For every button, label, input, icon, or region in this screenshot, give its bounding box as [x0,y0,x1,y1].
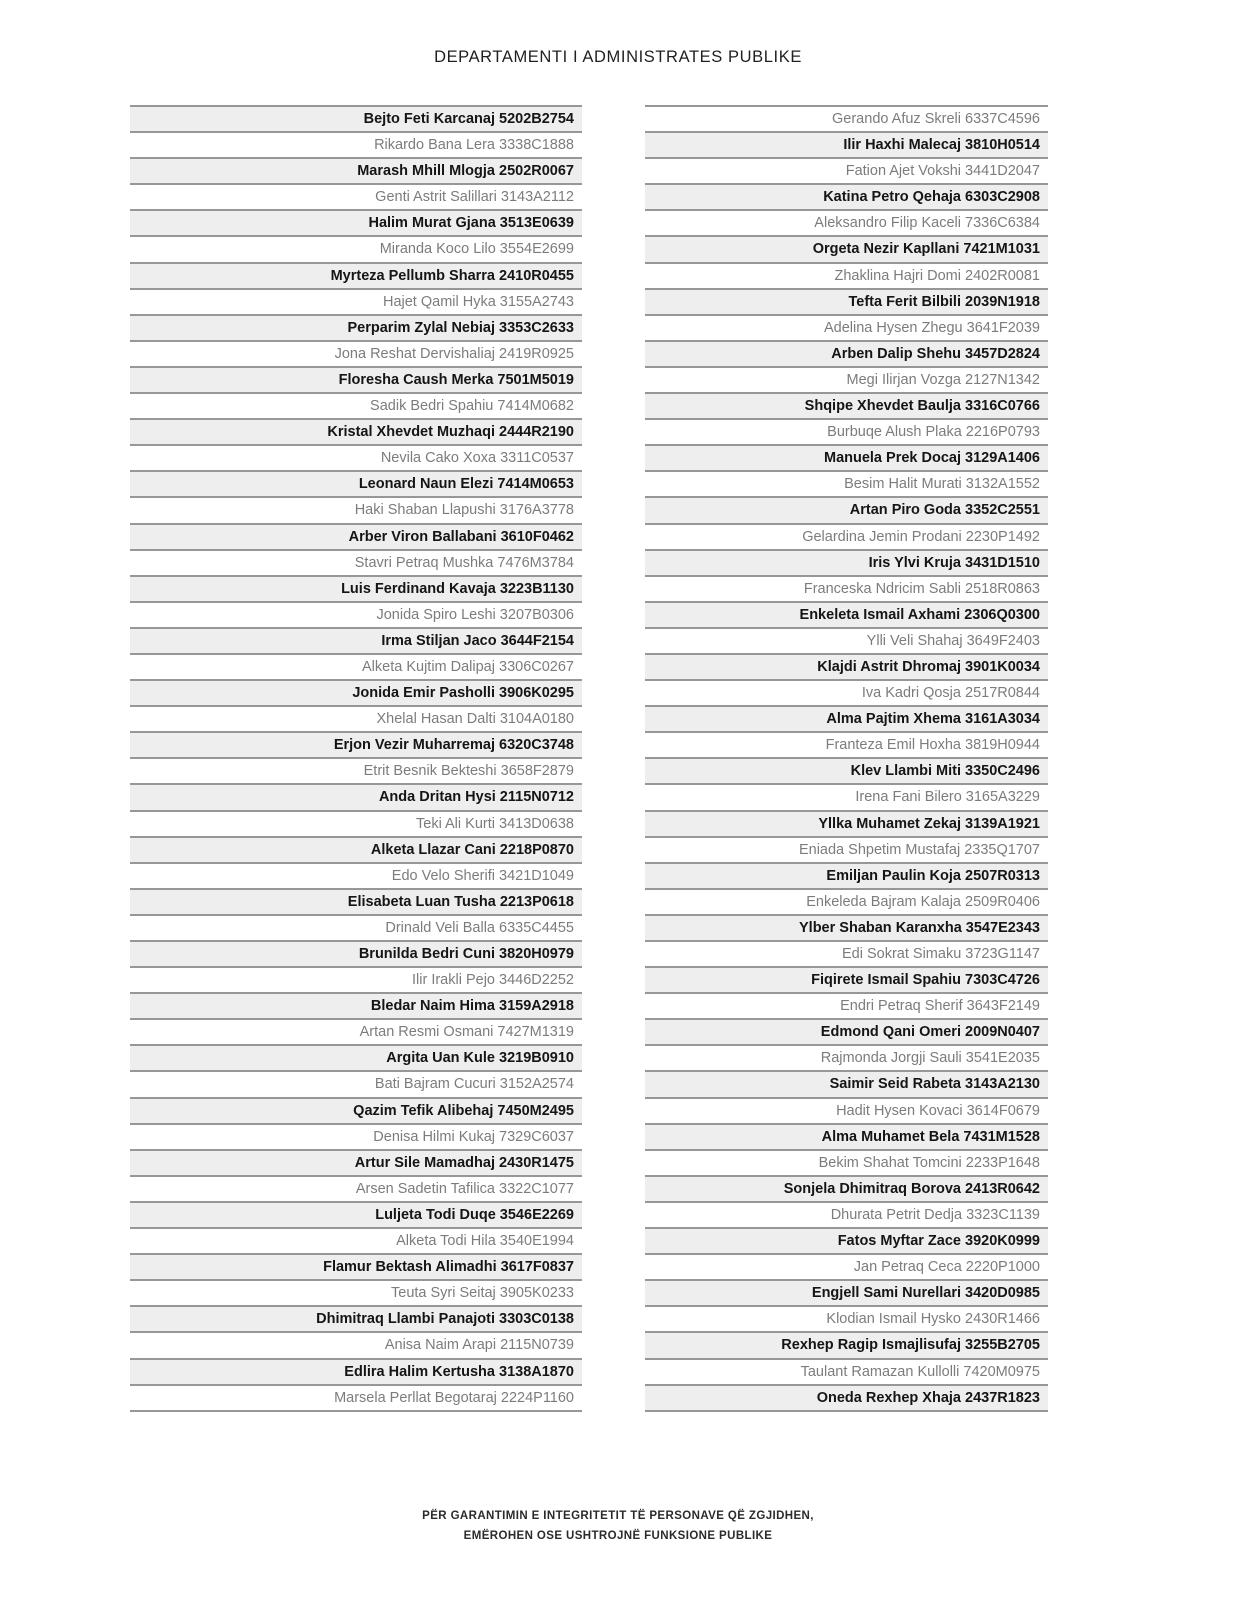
list-item: Brunilda Bedri Cuni 3820H0979 [130,940,582,966]
list-item: Anda Dritan Hysi 2115N0712 [130,783,582,809]
list-item: Edlira Halim Kertusha 3138A1870 [130,1358,582,1384]
list-item: Emiljan Paulin Koja 2507R0313 [645,862,1048,888]
list-item: Jonida Emir Pasholli 3906K0295 [130,679,582,705]
list-item: Teki Ali Kurti 3413D0638 [130,810,582,836]
list-item: Alma Muhamet Bela 7431M1528 [645,1123,1048,1149]
list-item: Alketa Kujtim Dalipaj 3306C0267 [130,653,582,679]
list-item: Marsela Perllat Begotaraj 2224P1160 [130,1384,582,1410]
list-item: Fiqirete Ismail Spahiu 7303C4726 [645,966,1048,992]
list-item: Sonjela Dhimitraq Borova 2413R0642 [645,1175,1048,1201]
footer-line-1: PËR GARANTIMIN E INTEGRITETIT TË PERSONAVE QË ZGJIDHEN, [422,1510,814,1522]
list-item: Engjell Sami Nurellari 3420D0985 [645,1279,1048,1305]
list-item: Enkeleda Bajram Kalaja 2509R0406 [645,888,1048,914]
list-item: Denisa Hilmi Kukaj 7329C6037 [130,1123,582,1149]
list-item: Iris Ylvi Kruja 3431D1510 [645,549,1048,575]
list-item: Burbuqe Alush Plaka 2216P0793 [645,418,1048,444]
name-list-right-column [645,105,1048,1412]
list-item: Klodian Ismail Hysko 2430R1466 [645,1305,1048,1331]
name-list [130,105,1048,1412]
list-item: Erjon Vezir Muharremaj 6320C3748 [130,731,582,757]
list-item: Tefta Ferit Bilbili 2039N1918 [645,288,1048,314]
list-item: Nevila Cako Xoxa 3311C0537 [130,444,582,470]
list-item: Alketa Llazar Cani 2218P0870 [130,836,582,862]
list-item: Stavri Petraq Mushka 7476M3784 [130,549,582,575]
list-item: Rexhep Ragip Ismajlisufaj 3255B2705 [645,1331,1048,1357]
list-item: Artan Piro Goda 3352C2551 [645,496,1048,522]
list-item: Megi Ilirjan Vozga 2127N1342 [645,366,1048,392]
list-item: Perparim Zylal Nebiaj 3353C2633 [130,314,582,340]
list-item: Drinald Veli Balla 6335C4455 [130,914,582,940]
list-item: Orgeta Nezir Kapllani 7421M1031 [645,235,1048,261]
list-item: Arber Viron Ballabani 3610F0462 [130,523,582,549]
list-item: Genti Astrit Salillari 3143A2112 [130,183,582,209]
list-item: Edi Sokrat Simaku 3723G1147 [645,940,1048,966]
list-item: Irena Fani Bilero 3165A3229 [645,783,1048,809]
list-item: Endri Petraq Sherif 3643F2149 [645,992,1048,1018]
list-item: Miranda Koco Lilo 3554E2699 [130,235,582,261]
list-item: Etrit Besnik Bekteshi 3658F2879 [130,757,582,783]
list-item: Kristal Xhevdet Muzhaqi 2444R2190 [130,418,582,444]
footer-line-2: EMËROHEN OSE USHTROJNË FUNKSIONE PUBLIKE [463,1530,773,1543]
list-item: Eniada Shpetim Mustafaj 2335Q1707 [645,836,1048,862]
list-item: Iva Kadri Qosja 2517R0844 [645,679,1048,705]
list-item: Jonida Spiro Leshi 3207B0306 [130,601,582,627]
list-item: Klev Llambi Miti 3350C2496 [645,757,1048,783]
list-item: Bati Bajram Cucuri 3152A2574 [130,1070,582,1096]
list-item: Hajet Qamil Hyka 3155A2743 [130,288,582,314]
list-item: Ylli Veli Shahaj 3649F2403 [645,627,1048,653]
list-item: Artur Sile Mamadhaj 2430R1475 [130,1149,582,1175]
list-item: Ilir Irakli Pejo 3446D2252 [130,966,582,992]
list-item: Myrteza Pellumb Sharra 2410R0455 [130,262,582,288]
list-item: Jona Reshat Dervishaliaj 2419R0925 [130,340,582,366]
list-item: Rikardo Bana Lera 3338C1888 [130,131,582,157]
list-item: Franceska Ndricim Sabli 2518R0863 [645,575,1048,601]
list-item: Xhelal Hasan Dalti 3104A0180 [130,705,582,731]
list-item: Bekim Shahat Tomcini 2233P1648 [645,1149,1048,1175]
list-item: Aleksandro Filip Kaceli 7336C6384 [645,209,1048,235]
list-item: Irma Stiljan Jaco 3644F2154 [130,627,582,653]
list-item: Fatos Myftar Zace 3920K0999 [645,1227,1048,1253]
list-item: Alketa Todi Hila 3540E1994 [130,1227,582,1253]
list-item: Edmond Qani Omeri 2009N0407 [645,1018,1048,1044]
list-item: Marash Mhill Mlogja 2502R0067 [130,157,582,183]
list-item: Dhurata Petrit Dedja 3323C1139 [645,1201,1048,1227]
list-item: Taulant Ramazan Kullolli 7420M0975 [645,1358,1048,1384]
list-item: Halim Murat Gjana 3513E0639 [130,209,582,235]
list-item: Edo Velo Sherifi 3421D1049 [130,862,582,888]
list-item: Yllka Muhamet Zekaj 3139A1921 [645,810,1048,836]
list-item: Leonard Naun Elezi 7414M0653 [130,470,582,496]
list-item: Manuela Prek Docaj 3129A1406 [645,444,1048,470]
list-item: Anisa Naim Arapi 2115N0739 [130,1331,582,1357]
list-item: Bejto Feti Karcanaj 5202B2754 [130,105,582,131]
list-item: Fation Ajet Vokshi 3441D2047 [645,157,1048,183]
list-item: Jan Petraq Ceca 2220P1000 [645,1253,1048,1279]
list-item: Luljeta Todi Duqe 3546E2269 [130,1201,582,1227]
name-list-left-column [130,105,582,1412]
list-item: Luis Ferdinand Kavaja 3223B1130 [130,575,582,601]
list-item: Arben Dalip Shehu 3457D2824 [645,340,1048,366]
list-item: Artan Resmi Osmani 7427M1319 [130,1018,582,1044]
list-item: Ilir Haxhi Malecaj 3810H0514 [645,131,1048,157]
list-item: Elisabeta Luan Tusha 2213P0618 [130,888,582,914]
list-item: Gelardina Jemin Prodani 2230P1492 [645,523,1048,549]
list-item: Arsen Sadetin Tafilica 3322C1077 [130,1175,582,1201]
list-item: Katina Petro Qehaja 6303C2908 [645,183,1048,209]
list-item: Haki Shaban Llapushi 3176A3778 [130,496,582,522]
list-item: Shqipe Xhevdet Baulja 3316C0766 [645,392,1048,418]
list-item: Sadik Bedri Spahiu 7414M0682 [130,392,582,418]
list-item: Saimir Seid Rabeta 3143A2130 [645,1070,1048,1096]
list-item: Argita Uan Kule 3219B0910 [130,1044,582,1070]
list-item: Ylber Shaban Karanxha 3547E2343 [645,914,1048,940]
list-item: Alma Pajtim Xhema 3161A3034 [645,705,1048,731]
list-item: Hadit Hysen Kovaci 3614F0679 [645,1097,1048,1123]
list-item: Enkeleta Ismail Axhami 2306Q0300 [645,601,1048,627]
list-item: Qazim Tefik Alibehaj 7450M2495 [130,1097,582,1123]
list-item: Rajmonda Jorgji Sauli 3541E2035 [645,1044,1048,1070]
list-item: Dhimitraq Llambi Panajoti 3303C0138 [130,1305,582,1331]
page-footer [0,1506,1236,1546]
list-item: Klajdi Astrit Dhromaj 3901K0034 [645,653,1048,679]
list-item: Oneda Rexhep Xhaja 2437R1823 [645,1384,1048,1410]
list-item: Bledar Naim Hima 3159A2918 [130,992,582,1018]
list-item: Teuta Syri Seitaj 3905K0233 [130,1279,582,1305]
list-item: Flamur Bektash Alimadhi 3617F0837 [130,1253,582,1279]
list-item: Gerando Afuz Skreli 6337C4596 [645,105,1048,131]
list-item: Floresha Caush Merka 7501M5019 [130,366,582,392]
list-item: Adelina Hysen Zhegu 3641F2039 [645,314,1048,340]
page-title: DEPARTAMENTI I ADMINISTRATES PUBLIKE [434,48,802,66]
list-item: Franteza Emil Hoxha 3819H0944 [645,731,1048,757]
list-item: Besim Halit Murati 3132A1552 [645,470,1048,496]
list-item: Zhaklina Hajri Domi 2402R0081 [645,262,1048,288]
